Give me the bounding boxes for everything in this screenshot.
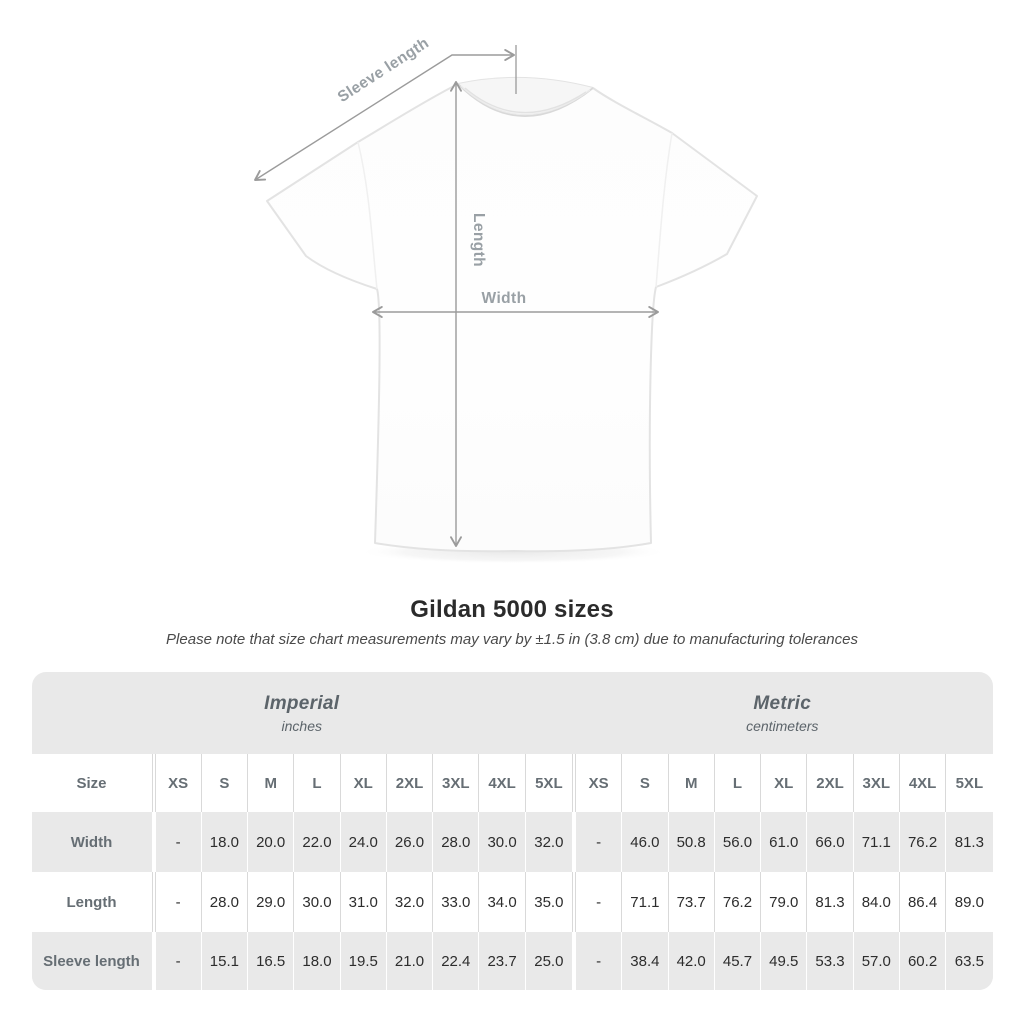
table-cell: 33.0 <box>433 872 479 932</box>
table-cell: 76.2 <box>900 812 946 872</box>
table-cell: L <box>715 754 761 812</box>
table-cell: M <box>669 754 715 812</box>
table-cell: 19.5 <box>341 932 387 990</box>
metric-unit: centimeters <box>746 717 819 734</box>
table-cell: 5XL <box>955 774 984 792</box>
table-row <box>32 932 993 990</box>
row-label: Length <box>66 893 117 911</box>
sleeve-length-label: Sleeve length <box>334 34 433 106</box>
table-cell: XL <box>761 754 807 812</box>
metric-header: Metric <box>753 692 812 714</box>
table-cell: XS <box>576 754 622 812</box>
table-cell: 30.0 <box>479 812 525 872</box>
table-cell: 34.0 <box>479 872 525 932</box>
unit-header-band <box>32 672 993 754</box>
table-cell: 28.0 <box>433 812 479 872</box>
table-row <box>32 754 993 812</box>
table-cell: 20.0 <box>248 812 294 872</box>
table-cell: L <box>294 754 340 812</box>
table-cell: 26.0 <box>387 812 433 872</box>
table-cell: 3XL <box>433 754 479 812</box>
table-cell: 71.1 <box>854 812 900 872</box>
table-cell: 28.0 <box>202 872 248 932</box>
table-cell: 5XL <box>535 774 563 792</box>
table-cell: - <box>576 932 622 990</box>
table-cell: XL <box>341 754 387 812</box>
table-cell: 24.0 <box>341 812 387 872</box>
table-cell: 2XL <box>807 754 853 812</box>
table-cell: 60.2 <box>900 932 946 990</box>
table-cell: 86.4 <box>900 872 946 932</box>
table-cell: 45.7 <box>715 932 761 990</box>
table-cell: 81.3 <box>807 872 853 932</box>
table-cell: - <box>576 812 622 872</box>
table-cell: 57.0 <box>854 932 900 990</box>
table-cell: 32.0 <box>387 872 433 932</box>
row-label: Sleeve length <box>43 952 140 970</box>
metric-header-group <box>572 672 993 754</box>
table-cell: 23.7 <box>479 932 525 990</box>
table-cell: 73.7 <box>669 872 715 932</box>
table-cell: 61.0 <box>761 812 807 872</box>
imperial-header-group <box>32 672 573 754</box>
table-cell: 2XL <box>387 754 433 812</box>
table-cell: 4XL <box>479 754 525 812</box>
table-cell: 18.0 <box>294 932 340 990</box>
page-title: Gildan 5000 sizes <box>410 596 614 623</box>
imperial-unit: inches <box>281 717 322 734</box>
table-cell: 3XL <box>854 754 900 812</box>
table-cell: 30.0 <box>294 872 340 932</box>
table-cell: 42.0 <box>669 932 715 990</box>
table-cell: 22.0 <box>294 812 340 872</box>
table-cell: 21.0 <box>387 932 433 990</box>
table-cell: 4XL <box>900 754 946 812</box>
table-cell: - <box>156 812 202 872</box>
table-cell: 63.5 <box>954 952 984 970</box>
table-cell: 35.0 <box>534 893 564 911</box>
table-cell: 49.5 <box>761 932 807 990</box>
table-cell: 15.1 <box>202 932 248 990</box>
table-cell: 66.0 <box>807 812 853 872</box>
table-cell: 32.0 <box>534 833 564 851</box>
size-column-header: Size <box>76 774 107 792</box>
table-cell: 38.4 <box>622 932 668 990</box>
length-label: Length <box>470 212 487 268</box>
table-cell: 71.1 <box>622 872 668 932</box>
imperial-header: Imperial <box>264 692 340 714</box>
size-table-rows <box>32 754 993 990</box>
size-table <box>32 672 993 990</box>
table-cell: M <box>248 754 294 812</box>
tshirt-outline <box>267 78 757 551</box>
table-cell: S <box>202 754 248 812</box>
table-cell: 16.5 <box>248 932 294 990</box>
width-label: Width <box>481 290 527 307</box>
table-cell: 22.4 <box>433 932 479 990</box>
table-cell: XS <box>156 754 202 812</box>
table-cell: 79.0 <box>761 872 807 932</box>
table-cell: 76.2 <box>715 872 761 932</box>
table-cell: S <box>622 754 668 812</box>
table-cell: 31.0 <box>341 872 387 932</box>
table-row <box>32 812 993 872</box>
table-cell: - <box>576 872 622 932</box>
table-cell: 18.0 <box>202 812 248 872</box>
table-row <box>32 872 993 932</box>
table-cell: 29.0 <box>248 872 294 932</box>
tolerance-note: Please note that size chart measurements may vary by ±1.5 in (3.8 cm) due to manufacturing tolerances <box>166 631 858 648</box>
table-cell: - <box>156 932 202 990</box>
table-cell: 53.3 <box>807 932 853 990</box>
table-cell: 84.0 <box>854 872 900 932</box>
row-label: Width <box>70 833 113 851</box>
table-cell: 89.0 <box>954 893 984 911</box>
table-cell: 56.0 <box>715 812 761 872</box>
table-cell: 81.3 <box>954 833 984 851</box>
table-cell: - <box>156 872 202 932</box>
table-cell: 25.0 <box>534 952 564 970</box>
table-cell: 50.8 <box>669 812 715 872</box>
table-cell: 46.0 <box>622 812 668 872</box>
